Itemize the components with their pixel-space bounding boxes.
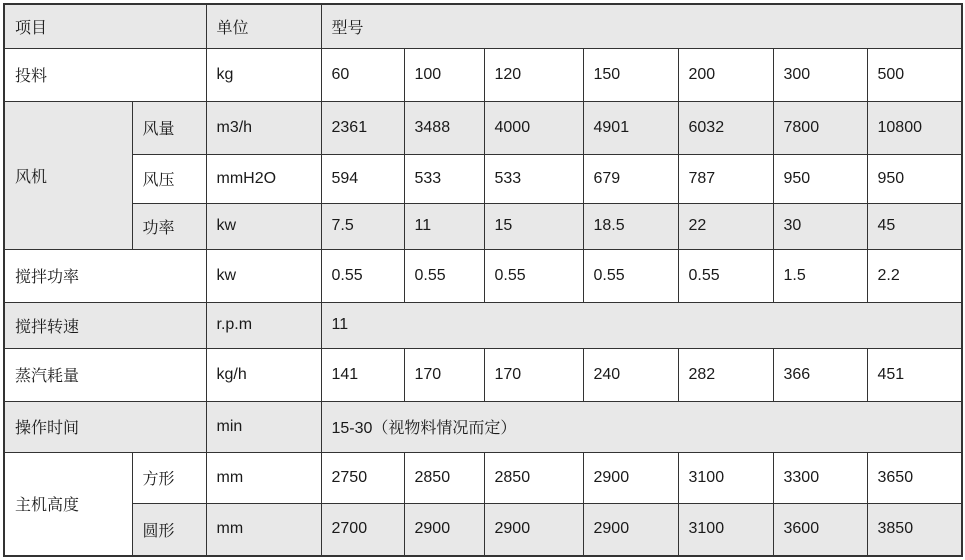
- value-cell: 533: [404, 154, 484, 203]
- value-cell: 679: [583, 154, 678, 203]
- value-cell: 2700: [321, 503, 404, 556]
- value-cell: 11: [404, 203, 484, 249]
- value-cell: 3600: [773, 503, 867, 556]
- sub-label-cell: 风量: [132, 101, 206, 154]
- unit-cell: kw: [206, 203, 321, 249]
- row-height-square: [4, 452, 962, 503]
- sub-label-cell: 功率: [132, 203, 206, 249]
- header-item-cell: 项目: [4, 4, 206, 48]
- row-steam-consumption: [4, 348, 962, 401]
- row-feed: [4, 48, 962, 101]
- row-mixing-power: [4, 249, 962, 302]
- value-cell: 60: [321, 48, 404, 101]
- unit-cell: mmH2O: [206, 154, 321, 203]
- value-cell: 200: [678, 48, 773, 101]
- value-cell: 1.5: [773, 249, 867, 302]
- value-cell: 3850: [867, 503, 962, 556]
- value-cell: 0.55: [321, 249, 404, 302]
- merged-value-cell: 11: [321, 302, 962, 348]
- value-cell: 2900: [583, 503, 678, 556]
- sub-label-cell: 方形: [132, 452, 206, 503]
- value-cell: 300: [773, 48, 867, 101]
- header-model-cell: 型号: [321, 4, 962, 48]
- value-cell: 15: [484, 203, 583, 249]
- row-label-cell: 操作时间: [4, 401, 206, 452]
- row-operation-time: [4, 401, 962, 452]
- value-cell: 7.5: [321, 203, 404, 249]
- value-cell: 0.55: [404, 249, 484, 302]
- merged-value-cell: 15-30（视物料情况而定）: [321, 401, 962, 452]
- value-cell: 18.5: [583, 203, 678, 249]
- sub-label-cell: 圆形: [132, 503, 206, 556]
- value-cell: 170: [484, 348, 583, 401]
- value-cell: 2850: [484, 452, 583, 503]
- group-label-cell-machine-height: 主机高度: [4, 452, 132, 556]
- value-cell: 141: [321, 348, 404, 401]
- value-cell: 6032: [678, 101, 773, 154]
- value-cell: 22: [678, 203, 773, 249]
- header-unit-cell: 单位: [206, 4, 321, 48]
- row-label-cell: 搅拌功率: [4, 249, 206, 302]
- value-cell: 950: [773, 154, 867, 203]
- value-cell: 4000: [484, 101, 583, 154]
- value-cell: 451: [867, 348, 962, 401]
- value-cell: 7800: [773, 101, 867, 154]
- value-cell: 170: [404, 348, 484, 401]
- value-cell: 366: [773, 348, 867, 401]
- value-cell: 2361: [321, 101, 404, 154]
- value-cell: 0.55: [484, 249, 583, 302]
- value-cell: 2750: [321, 452, 404, 503]
- value-cell: 150: [583, 48, 678, 101]
- value-cell: 2900: [583, 452, 678, 503]
- row-air-pressure: [4, 154, 962, 203]
- value-cell: 30: [773, 203, 867, 249]
- group-label-cell-fan: 风机: [4, 101, 132, 249]
- value-cell: 0.55: [678, 249, 773, 302]
- unit-cell: r.p.m: [206, 302, 321, 348]
- value-cell: 3100: [678, 452, 773, 503]
- row-height-round: [4, 503, 962, 556]
- value-cell: 594: [321, 154, 404, 203]
- value-cell: 0.55: [583, 249, 678, 302]
- value-cell: 240: [583, 348, 678, 401]
- unit-cell: kw: [206, 249, 321, 302]
- value-cell: 3300: [773, 452, 867, 503]
- row-fan-power: [4, 203, 962, 249]
- value-cell: 120: [484, 48, 583, 101]
- value-cell: 100: [404, 48, 484, 101]
- row-label-cell: 搅拌转速: [4, 302, 206, 348]
- value-cell: 2.2: [867, 249, 962, 302]
- value-cell: 3100: [678, 503, 773, 556]
- value-cell: 500: [867, 48, 962, 101]
- unit-cell: min: [206, 401, 321, 452]
- row-label-cell: 蒸汽耗量: [4, 348, 206, 401]
- value-cell: 2850: [404, 452, 484, 503]
- value-cell: 282: [678, 348, 773, 401]
- row-label-cell: 投料: [4, 48, 206, 101]
- unit-cell: mm: [206, 452, 321, 503]
- value-cell: 787: [678, 154, 773, 203]
- spec-table: [3, 3, 963, 557]
- value-cell: 4901: [583, 101, 678, 154]
- value-cell: 950: [867, 154, 962, 203]
- value-cell: 2900: [404, 503, 484, 556]
- row-mixing-speed: [4, 302, 962, 348]
- value-cell: 10800: [867, 101, 962, 154]
- unit-cell: kg/h: [206, 348, 321, 401]
- value-cell: 3650: [867, 452, 962, 503]
- value-cell: 2900: [484, 503, 583, 556]
- unit-cell: kg: [206, 48, 321, 101]
- value-cell: 533: [484, 154, 583, 203]
- unit-cell: m3/h: [206, 101, 321, 154]
- header-row: [4, 4, 962, 48]
- value-cell: 45: [867, 203, 962, 249]
- value-cell: 3488: [404, 101, 484, 154]
- row-air-volume: [4, 101, 962, 154]
- sub-label-cell: 风压: [132, 154, 206, 203]
- unit-cell: mm: [206, 503, 321, 556]
